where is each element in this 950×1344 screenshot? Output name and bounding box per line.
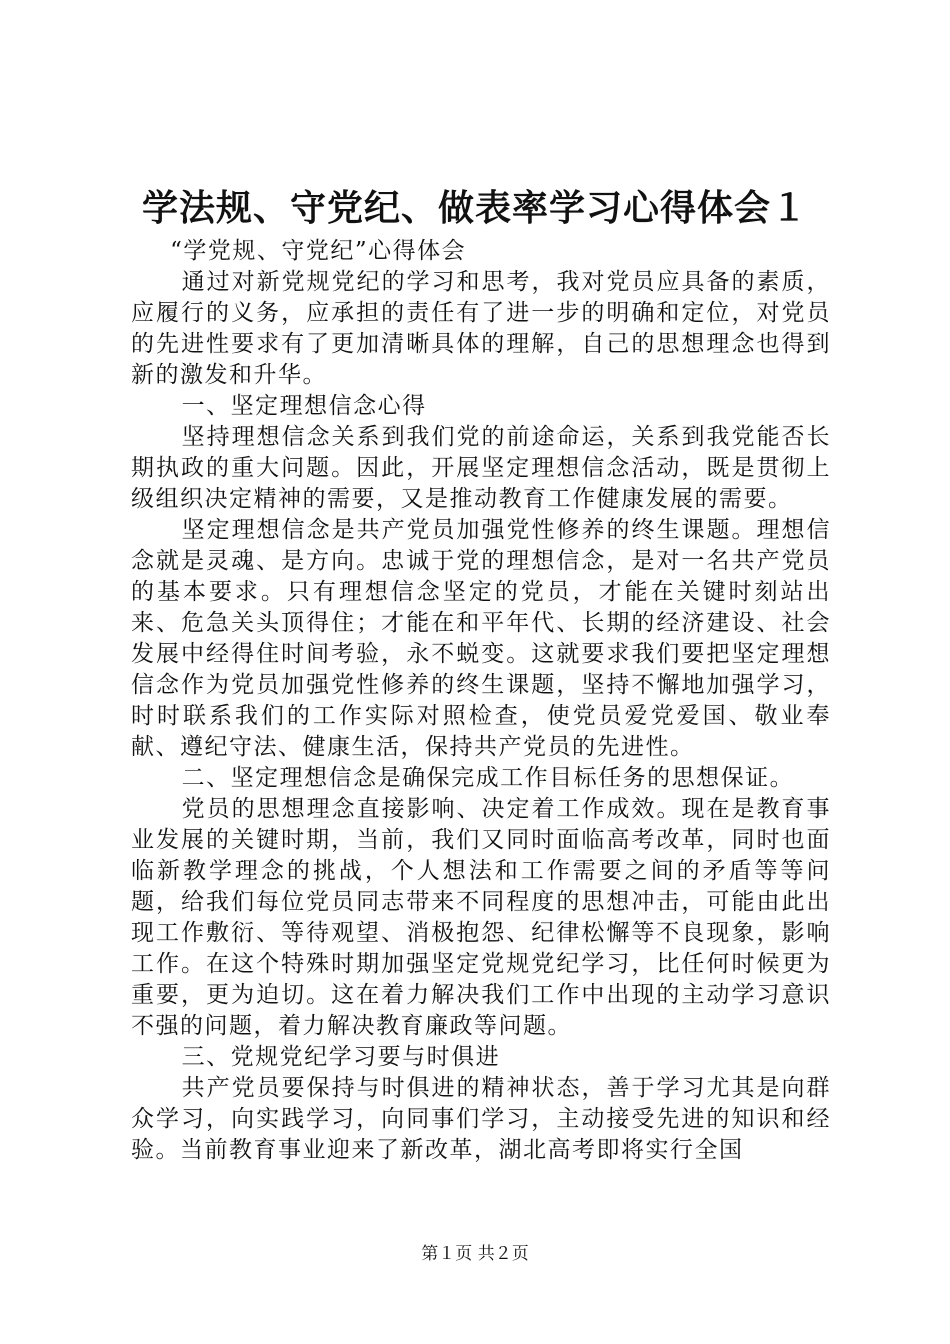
section-heading-2: 二、坚定理想信念是确保完成工作目标任务的思想保证。 [181,765,795,791]
document-body [131,236,831,1166]
document-subtitle: “学党规、守党纪”心得体会 [170,238,467,264]
paragraph-intro: 通过对新党规党纪的学习和思考，我对党员应具备的素质，应履行的义务，应承担的责任有了进一步的明确和定位，对党员的先进性要求有了更加清晰具体的理解，自己的思想理念也得到新的激发和升华。 [131,269,831,388]
document-title: 学法规、守党纪、做表率学习心得体会１ [141,187,808,229]
paragraph: 党员的思想理念直接影响、决定着工作成效。现在是教育事业发展的关键时期，当前，我们又同时面临高考改革，同时也面临新教学理念的挑战，个人想法和工作需要之间的矛盾等等问题，给我们每位党员同志带来不同程度的思想冲击，可能由此出现工作敷衍、等待观望、消极抱怨、纪律松懈等不良现象，影响工作。在这个特殊时期加强坚定党规党纪学习，比任何时候更为重要，更为迫切。这在着力解决我们工作中出现的主动学习意识不强的问题，着力解决教育廉政等问题。 [131,796,831,1039]
paragraph: 共产党员要保持与时俱进的精神状态，善于学习尤其是向群众学习，向实践学习，向同事们学习，主动接受先进的知识和经验。当前教育事业迎来了新改革，湖北高考即将实行全国 [131,1075,831,1163]
page-number-footer: 第１页 共２页 [421,1244,529,1264]
section-heading-1: 一、坚定理想信念心得 [181,393,427,419]
section-heading-3: 三、党规党纪学习要与时俱进 [181,1044,501,1070]
paragraph: 坚持理想信念关系到我们党的前途命运，关系到我党能否长期执政的重大问题。因此，开展坚定理想信念活动，既是贯彻上级组织决定精神的需要，又是推动教育工作健康发展的需要。 [131,424,831,512]
paragraph: 坚定理想信念是共产党员加强党性修养的终生课题。理想信念就是灵魂、是方向。忠诚于党的理想信念，是对一名共产党员的基本要求。只有理想信念坚定的党员，才能在关键时刻站出来、危急关头顶得住；才能在和平年代、长期的经济建设、社会发展中经得住时间考验，永不蜕变。这就要求我们要把坚定理想信念作为党员加强党性修养的终生课题，坚持不懈地加强学习，时时联系我们的工作实际对照检查，使党员爱党爱国、敬业奉献、遵纪守法、健康生活，保持共产党员的先进性。 [131,517,831,760]
